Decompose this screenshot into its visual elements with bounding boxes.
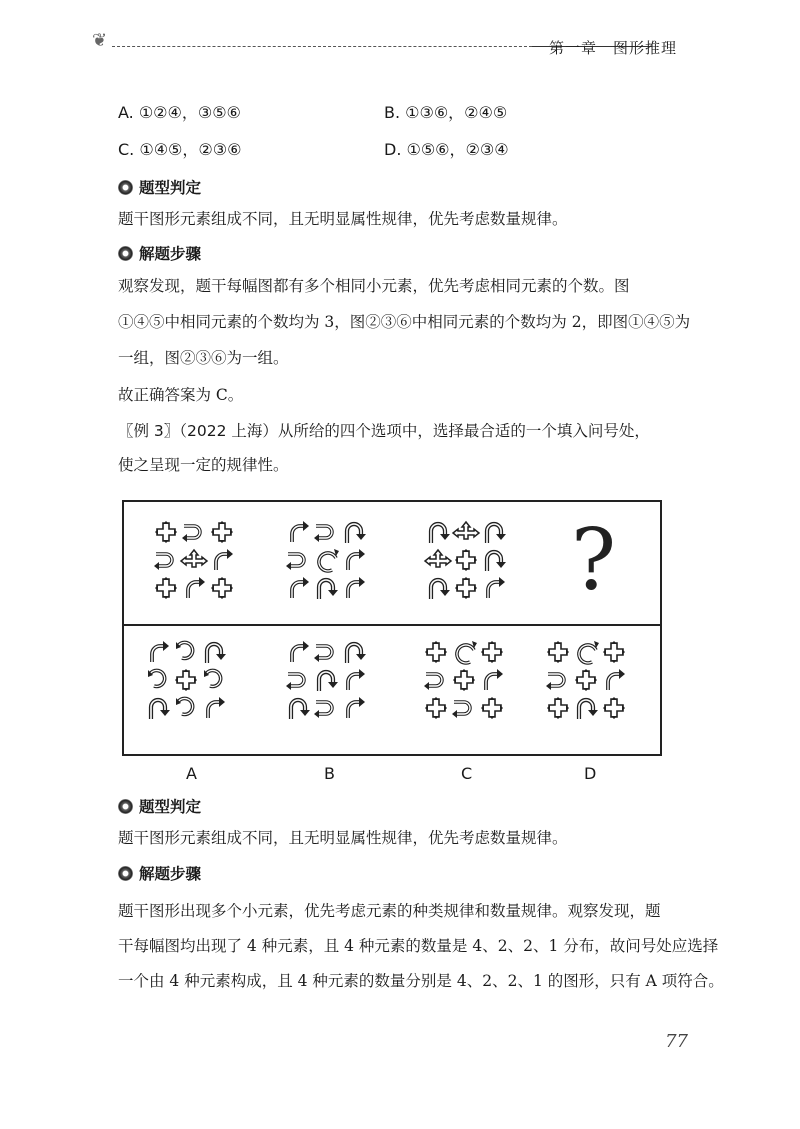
section-badge-icon <box>118 866 133 881</box>
cross-icon <box>481 697 503 719</box>
bigturn-icon <box>487 524 506 543</box>
turn-icon <box>292 577 309 598</box>
triangle-icon <box>453 522 479 539</box>
cross-icon <box>453 669 475 691</box>
section1-steps-line-3: 一组，图②③⑥为一组。 <box>118 349 289 367</box>
cross-icon <box>455 549 477 571</box>
uturn-icon <box>314 702 332 718</box>
bigturn-icon <box>207 644 226 663</box>
option-figure-c <box>422 638 506 722</box>
cross-icon <box>211 577 233 599</box>
option-figure-a <box>144 638 228 722</box>
option-label-b: B <box>324 764 335 783</box>
bigturn-icon <box>291 700 310 719</box>
section1-answer: 故正确答案为 C。 <box>118 386 244 404</box>
section-badge-icon <box>118 180 133 195</box>
option-label-a: A <box>186 764 197 783</box>
option-b: B. ①③⑥，②④⑤ <box>384 103 508 122</box>
turn-icon <box>486 669 503 690</box>
cross-icon <box>575 669 597 691</box>
section-badge-icon <box>118 246 133 261</box>
curve-icon <box>579 641 599 663</box>
bigturn-icon <box>151 700 170 719</box>
cross-icon <box>547 697 569 719</box>
curve-icon <box>319 549 339 571</box>
uturn-icon <box>154 554 172 570</box>
bigturn-icon <box>431 524 450 543</box>
curveu-icon <box>176 642 193 658</box>
uturn-icon <box>286 674 304 690</box>
bigturn-icon <box>487 552 506 571</box>
cross-icon <box>155 521 177 543</box>
section2-steps-heading: 解题步骤 <box>118 862 201 884</box>
section2-type-heading: 题型判定 <box>118 795 201 817</box>
curveu-icon <box>148 670 165 686</box>
section1-type-text: 题干图形元素组成不同，且无明显属性规律，优先考虑数量规律。 <box>118 210 568 228</box>
bigturn-icon <box>319 580 338 599</box>
cross-icon <box>425 641 447 663</box>
turn-icon <box>292 521 309 542</box>
section1-steps-line-2: ①④⑤中相同元素的个数均为 3，图②③⑥中相同元素的个数均为 2，即图①④⑤为 <box>118 313 691 331</box>
section2-steps-line-2: 干每幅图均出现了 4 种元素，且 4 种元素的数量是 4、2、2、1 分布，故问号处应选择 <box>118 937 719 955</box>
uturn-icon <box>286 554 304 570</box>
bigturn-icon <box>579 700 598 719</box>
turn-icon <box>208 697 225 718</box>
uturn-icon <box>546 674 564 690</box>
turn-icon <box>488 577 505 598</box>
bigturn-icon <box>431 580 450 599</box>
puzzle-divider <box>124 624 660 626</box>
question-mark: ? <box>571 511 617 609</box>
uturn-icon <box>182 526 200 542</box>
triangle-icon <box>181 550 207 567</box>
section1-steps-heading: 解题步骤 <box>118 242 201 264</box>
question-figure-2 <box>284 518 368 602</box>
turn-icon <box>348 549 365 570</box>
question-figure-1 <box>152 518 236 602</box>
turn-icon <box>188 577 205 598</box>
section2-steps-line-1: 题干图形出现多个小元素，优先考虑元素的种类规律和数量规律。观察发现，题 <box>118 902 661 920</box>
turn-icon <box>292 641 309 662</box>
turn-icon <box>348 697 365 718</box>
cross-icon <box>603 697 625 719</box>
turn-icon <box>608 669 625 690</box>
turn-icon <box>216 549 233 570</box>
section2-steps-line-3: 一个由 4 种元素构成，且 4 种元素的数量分别是 4、2、2、1 的图形，只有 A 项符合。 <box>118 972 724 990</box>
option-d: D. ①⑤⑥，②③④ <box>384 140 509 159</box>
curveu-icon <box>204 670 221 686</box>
uturn-icon <box>452 702 470 718</box>
section1-steps-line-1: 观察发现，题干每幅图都有多个相同小元素，优先考虑相同元素的个数。图 <box>118 277 630 295</box>
example3-line-1: 〖例 3〗（2022 上海）从所给的四个选项中，选择最合适的一个填入问号处， <box>118 422 650 440</box>
page-number: 77 <box>665 1031 688 1052</box>
question-figure-3 <box>424 518 508 602</box>
section2-type-text: 题干图形元素组成不同，且无明显属性规律，优先考虑数量规律。 <box>118 829 568 847</box>
option-label-c: C <box>461 764 473 783</box>
example3-line-2: 使之呈现一定的规律性。 <box>118 456 289 474</box>
cross-icon <box>175 669 197 691</box>
cross-icon <box>211 521 233 543</box>
curve-icon <box>457 641 477 663</box>
cross-icon <box>155 577 177 599</box>
turn-icon <box>152 641 169 662</box>
option-figure-d <box>544 638 628 722</box>
section-badge-icon <box>118 799 133 814</box>
option-figure-b <box>284 638 368 722</box>
option-a: A. ①②④，③⑤⑥ <box>118 103 241 122</box>
curveu-icon <box>176 698 193 714</box>
uturn-icon <box>314 526 332 542</box>
cross-icon <box>547 641 569 663</box>
option-c: C. ①④⑤，②③⑥ <box>118 140 242 159</box>
cross-icon <box>481 641 503 663</box>
cross-icon <box>425 697 447 719</box>
puzzle-figure <box>122 500 662 756</box>
option-label-d: D <box>584 764 597 783</box>
uturn-icon <box>424 674 442 690</box>
uturn-icon <box>314 646 332 662</box>
turn-icon <box>348 577 365 598</box>
bigturn-icon <box>347 524 366 543</box>
chapter-title: 第一章 图形推理 <box>549 39 678 57</box>
triangle-icon <box>425 550 451 567</box>
turn-icon <box>348 669 365 690</box>
bigturn-icon <box>347 644 366 663</box>
bigturn-icon <box>319 672 338 691</box>
cross-icon <box>603 641 625 663</box>
cross-icon <box>455 577 477 599</box>
section1-type-heading: 题型判定 <box>118 176 201 198</box>
header-leaf-icon: ❦ <box>92 30 108 51</box>
